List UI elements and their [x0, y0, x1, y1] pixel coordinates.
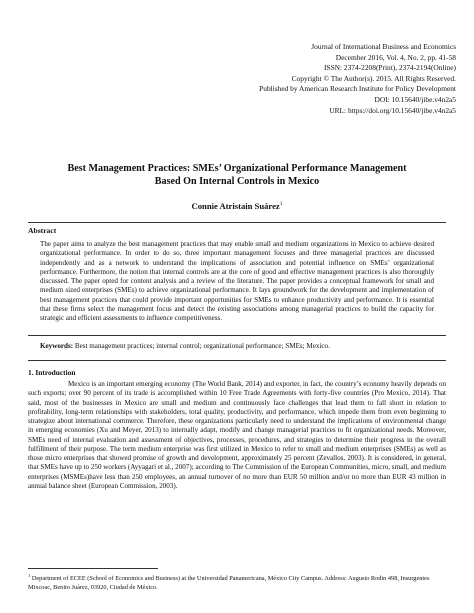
abstract-bottom-rule: [28, 335, 446, 336]
footnote: [28, 572, 446, 592]
journal-publisher: Published by American Research Institute for Policy Development: [259, 84, 456, 94]
footnote-rule: [28, 568, 158, 569]
journal-copyright: Copyright © The Author(s). 2015. All Rights Reserved.: [291, 73, 456, 83]
keywords-bottom-rule: [28, 360, 446, 361]
footnote-text: Department of ECEE (School of Economics and Business) at the Universidad Panamericana, México City Campus. Address: Augusto Rodin 498, Insurgentes Mixcoac, Benito Juárez, 03920, Ciudad de México.: [28, 575, 430, 591]
journal-info-block: [176, 42, 456, 116]
paper-title-line-1: Best Management Practices: SMEs’ Organizational Performance Management: [67, 163, 407, 174]
footnote-mark: 1: [28, 573, 31, 578]
journal-issue: December 2016, Vol. 4, No. 2, pp. 41-58: [335, 52, 456, 62]
paper-title-line-2: Based On Internal Controls in Mexico: [154, 176, 320, 187]
journal-doi: DOI: 10.15640/jibe.v4n2a5: [374, 94, 456, 104]
journal-name: Journal of International Business and Economics: [311, 42, 456, 51]
keywords-line: [40, 342, 434, 351]
abstract-top-rule: [28, 222, 446, 223]
journal-issn: ISSN: 2374-2208(Print), 2374-2194(Online): [324, 63, 456, 73]
author-line: [40, 201, 434, 211]
author-name: Connie Atristain Suárez: [191, 201, 280, 211]
section-heading-introduction: 1. Introduction: [28, 368, 76, 377]
introduction-paragraph: Mexico is an important emerging economy (The World Bank, 2014) and exporter, in fact, the country’s economy heavily depends on such exports; over 90 percent of its trade is accomplished within 10 Free Trade Agreements with forty-five countries (Pro Mexico, 2014). That said, most of the businesses in Mexico are small and medium and continuously face challenges that lead them to fall short in relation to profitability, long-term relationships with stakeholders, total quality, productivity, and performance, which impede them from even beginning to strategize about international commerce. Therefore, these organizations particularly need to understand the implications of environmental change in emerging economies (Xu and Meyer, 2013) to internally adapt, modify and change managerial practices to fit organizational needs. Moreover, SMEs need of internal evaluation and assessment of objectives, processes, procedures, and strategies to determine their progress in the overall fulfillment of their purpose. The term medium enterprise was first utilized in Mexico to refer to small and medium enterprises (SMEs) as well as those micro enterprises that showed promise of growth and development, approximately 25 percent (Zevallos, 2003). It is considered, in general, that SMEs have up to 250 workers (Ayyagari et al., 2007); according to The Commission of the European Communities, micro, small, and medium enterprises (MSMEs)have less than 250 employees, an annual turnover of no more than EUR 50 million and/or no more than EUR 43 million in annual balance sheet (European Commission, 2003).: [28, 380, 446, 490]
keywords-label: Keywords:: [40, 342, 74, 350]
paper-title: [40, 162, 434, 188]
author-footnote-mark: 1: [279, 201, 283, 208]
abstract-text: The paper aims to analyze the best management practices that may enable small and medium organizations in Mexico to achieve desired organizational performance. In order to do so, three important management focuses and three managerial practices are discussed independently and as a network to understand the implications of association and potential influence on SMEs’ organizational performance. Furthermore, the notion that internal controls are at the core of good and effective management practices is also thoroughly discussed. The paper opted for content analysis and a review of the literature. The paper provides a conceptual framework for small and medium sized enterprises (SMEs) to achieve organizational performance. It lays groundwork for the development and implementation of best management practices that could provide important opportunities for SMEs to enhance productivity and performance. It is essential that these firms select the management focus and detect the existing associations among managerial practices to build the capacity for strategic and efficient assessments to influence competitiveness.: [40, 240, 434, 322]
journal-url[interactable]: URL: https://doi.org/10.15640/jibe.v4n2a5: [329, 105, 456, 115]
keywords-text: Best management practices; internal control; organizational performance; SMEs; Mexico.: [74, 342, 330, 350]
abstract-heading: Abstract: [28, 226, 57, 235]
